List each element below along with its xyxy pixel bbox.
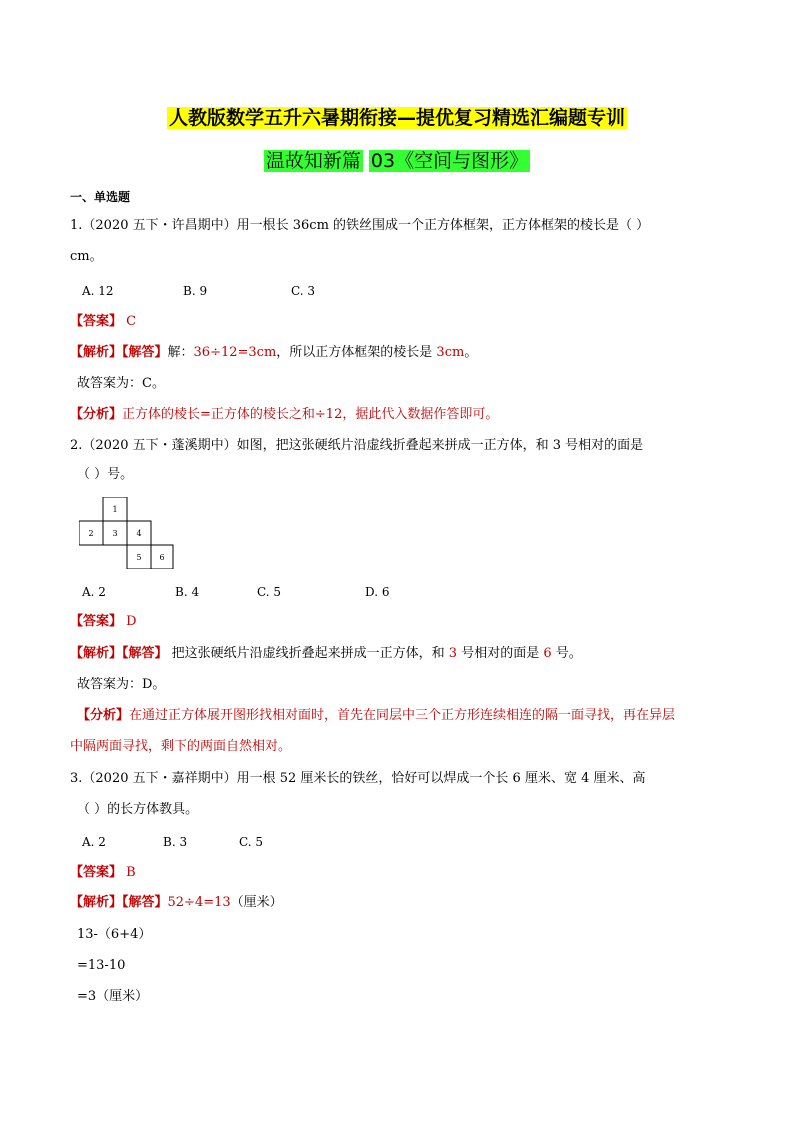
- net-label-4: 4: [136, 529, 142, 538]
- net-label-1: 1: [112, 505, 118, 514]
- q2-conclusion: 故答案为：D。: [77, 677, 166, 692]
- q1-option-b: B. 9: [183, 284, 208, 298]
- section-heading: 一、单选题: [70, 190, 131, 204]
- q3-option-c: C. 5: [239, 835, 264, 849]
- net-label-3: 3: [112, 529, 118, 538]
- q2-fenxi-line-2: 中隔两面寻找，剩下的两面自然相对。: [70, 739, 292, 754]
- q1-answer: 【答案】 C: [70, 314, 137, 329]
- q2-fenxi-line-1: 【分析】在通过正方体展开图形找相对面时，首先在同层中三个正方形连续相连的隔一面寻找，再在异层: [77, 708, 676, 723]
- q3-step-2: =13-10: [77, 958, 126, 973]
- title-line-2-part-b: 03《空间与图形》: [370, 150, 529, 172]
- q2-option-a: A. 2: [82, 585, 106, 599]
- q2-option-c: C. 5: [257, 585, 282, 599]
- q3-answer: 【答案】 B: [70, 865, 136, 880]
- q3-step-3: =3（厘米）: [77, 989, 149, 1004]
- title-line-2-part-a: 温故知新篇: [265, 150, 361, 172]
- net-label-6: 6: [159, 553, 165, 562]
- q1-conclusion: 故答案为：C。: [77, 376, 165, 391]
- q1-analysis: 【解析】【解答】解：36÷12=3cm，所以正方体框架的棱长是 3cm。: [70, 345, 478, 360]
- q2-option-b: B. 4: [175, 585, 200, 599]
- q1-stem-line-2: cm。: [70, 249, 103, 264]
- net-label-2: 2: [88, 529, 94, 538]
- q1-option-c: C. 3: [291, 284, 316, 298]
- q3-analysis: 【解析】【解答】52÷4=13（厘米）: [70, 895, 283, 910]
- net-label-5: 5: [136, 553, 142, 562]
- cube-net-figure: [79, 497, 179, 569]
- q2-option-d: D. 6: [365, 585, 390, 599]
- q3-stem-line-2: （ ）的长方体教具。: [77, 802, 199, 817]
- q2-stem-line-1: 2.（2020 五下・蓬溪期中）如图，把这张硬纸片沿虚线折叠起来拼成一正方体，和 3 号相对的面是: [70, 438, 644, 453]
- q3-stem-line-1: 3.（2020 五下・嘉祥期中）用一根 52 厘米长的铁丝，恰好可以焊成一个长 6 厘米、宽 4 厘米、高: [70, 771, 646, 786]
- title-line-2: [0, 147, 794, 175]
- q1-fenxi: 【分析】正方体的棱长=正方体的棱长之和÷12，据此代入数据作答即可。: [70, 407, 499, 422]
- title-line-1: 人教版数学五升六暑期衔接—提优复习精选汇编题专训: [168, 107, 625, 129]
- q1-option-a: A. 12: [82, 284, 114, 298]
- q3-option-a: A. 2: [82, 835, 106, 849]
- q2-stem-line-2: （ ）号。: [77, 467, 134, 482]
- q2-analysis: 【解析】【解答】 把这张硬纸片沿虚线折叠起来拼成一正方体，和 3 号相对的面是 6 号。: [70, 646, 582, 661]
- q2-answer: 【答案】 D: [70, 614, 137, 629]
- q3-option-b: B. 3: [163, 835, 188, 849]
- q1-stem-line-1: 1.（2020 五下・许昌期中）用一根长 36cm 的铁丝围成一个正方体框架，正方体框架的棱长是（ ）: [70, 218, 650, 233]
- q3-step-1: 13-（6+4）: [77, 927, 152, 942]
